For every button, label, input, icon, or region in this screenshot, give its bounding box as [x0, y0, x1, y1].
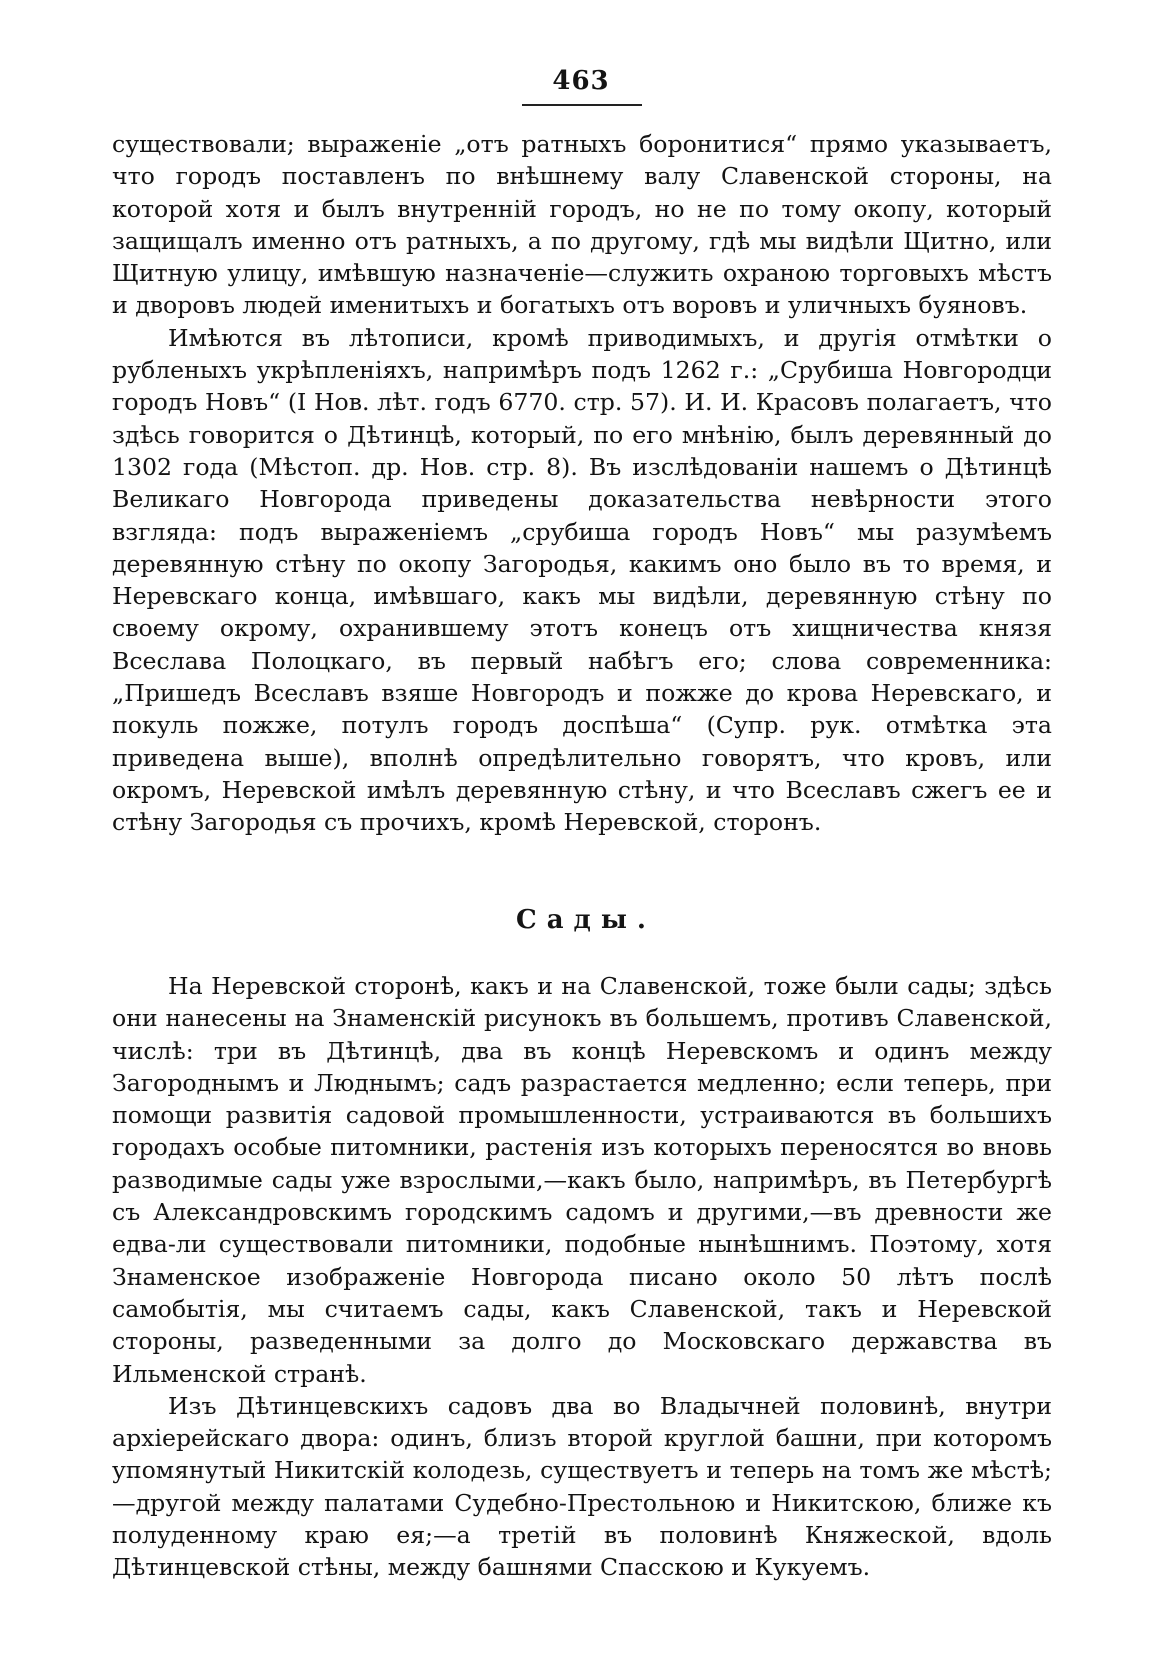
paragraph-fortifications-1: существовали; выраженіе „отъ ратныхъ боронитися“ прямо указываетъ, что городъ поставленъ по внѣшнему валу Славенской стороны, на которой хотя и былъ внутренній городъ, но не по тому окопу, который защищалъ именно отъ ратныхъ, а по другому, гдѣ мы видѣли Щитно, или Щитную улицу, имѣвшую назначеніе—служить охраною торговыхъ мѣстъ и дворовъ людей именитыхъ и богатыхъ отъ воровъ и уличныхъ буяновъ. — [112, 130, 1052, 320]
section-heading-gardens: Сады. — [516, 905, 656, 935]
page-number: 463 — [552, 66, 610, 96]
paragraph-gardens-1: На Неревской сторонѣ, какъ и на Славенской, тоже были сады; здѣсь они нанесены на Знаменскій рисунокъ въ большемъ, противъ Славенской, числѣ: три въ Дѣтинцѣ, два въ концѣ Неревскомъ и одинъ между Загороднымъ и Люднымъ; садъ разрастается медленно; если теперь, при помощи развитія садовой промышленности, устраиваются въ большихъ городахъ особые питомники, растенія изъ которыхъ переносятся во вновь разводимые сады уже взрослыми,—какъ было, напримѣръ, въ Петербургѣ съ Александровскимъ городскимъ садомъ и другими,—въ древности же едва-ли существовали питомники, подобные нынѣшнимъ. Поэтому, хотя Знаменское изображеніе Новгорода писано около 50 лѣтъ послѣ самобытія, мы считаемъ сады, какъ Славенской, такъ и Неревской стороны, разведенными за долго до Московскаго державства въ Ильменской странѣ. — [112, 972, 1052, 1388]
page-number-rule — [522, 104, 642, 106]
paragraph-fortifications-2: Имѣются въ лѣтописи, кромѣ приводимыхъ, и другія отмѣтки о рубленыхъ укрѣпленіяхъ, напримѣръ подъ 1262 г.: „Срубиша Новгородци городъ Новъ“ (I Нов. лѣт. годъ 6770. стр. 57). И. И. Красовъ полагаетъ, что здѣсь говорится о Дѣтинцѣ, который, по его мнѣнію, былъ деревянный до 1302 года (Мѣстоп. др. Нов. стр. 8). Въ изслѣдованіи нашемъ о Дѣтинцѣ Великаго Новгорода приведены доказательства невѣрности этого взгляда: подъ выраженіемъ „срубиша городъ Новъ“ мы разумѣемъ деревянную стѣну по окопу Загородья, какимъ оно было въ то время, и Неревскаго конца, имѣвшаго, какъ мы видѣли, деревянную стѣну по своему окрому, охранившему этотъ конецъ отъ хищничества князя Всеслава Полоцкаго, въ первый набѣгъ его; слова современника: „Пришедъ Всеславъ взяше Новгородъ и пожже до крова Неревскаго, и покуль пожже, потулъ городъ доспѣша“ (Супр. рук. отмѣтка эта приведена выше), вполнѣ опредѣлительно говорятъ, что кровъ, или окромъ, Неревской имѣлъ деревянную стѣну, и что Всеславъ сжегъ ее и стѣну Загородья съ прочихъ, кромѣ Неревской, сторонъ. — [112, 323, 1052, 837]
top-text-block — [112, 128, 1052, 839]
paragraph-gardens-2: Изъ Дѣтинцевскихъ садовъ два во Владычней половинѣ, внутри архіерейскаго двора: одинъ, близъ второй круглой башни, при которомъ упомянутый Никитскій колодезь, существуетъ и теперь на томъ же мѣстѣ;—другой между палатами Судебно-Престольною и Никитскою, ближе къ полуденному краю ея;—а третій въ половинѣ Княжеской, вдоль Дѣтинцевской стѣны, между башнями Спасскою и Кукуемъ. — [112, 1391, 1052, 1582]
gardens-text-block — [112, 970, 1052, 1584]
